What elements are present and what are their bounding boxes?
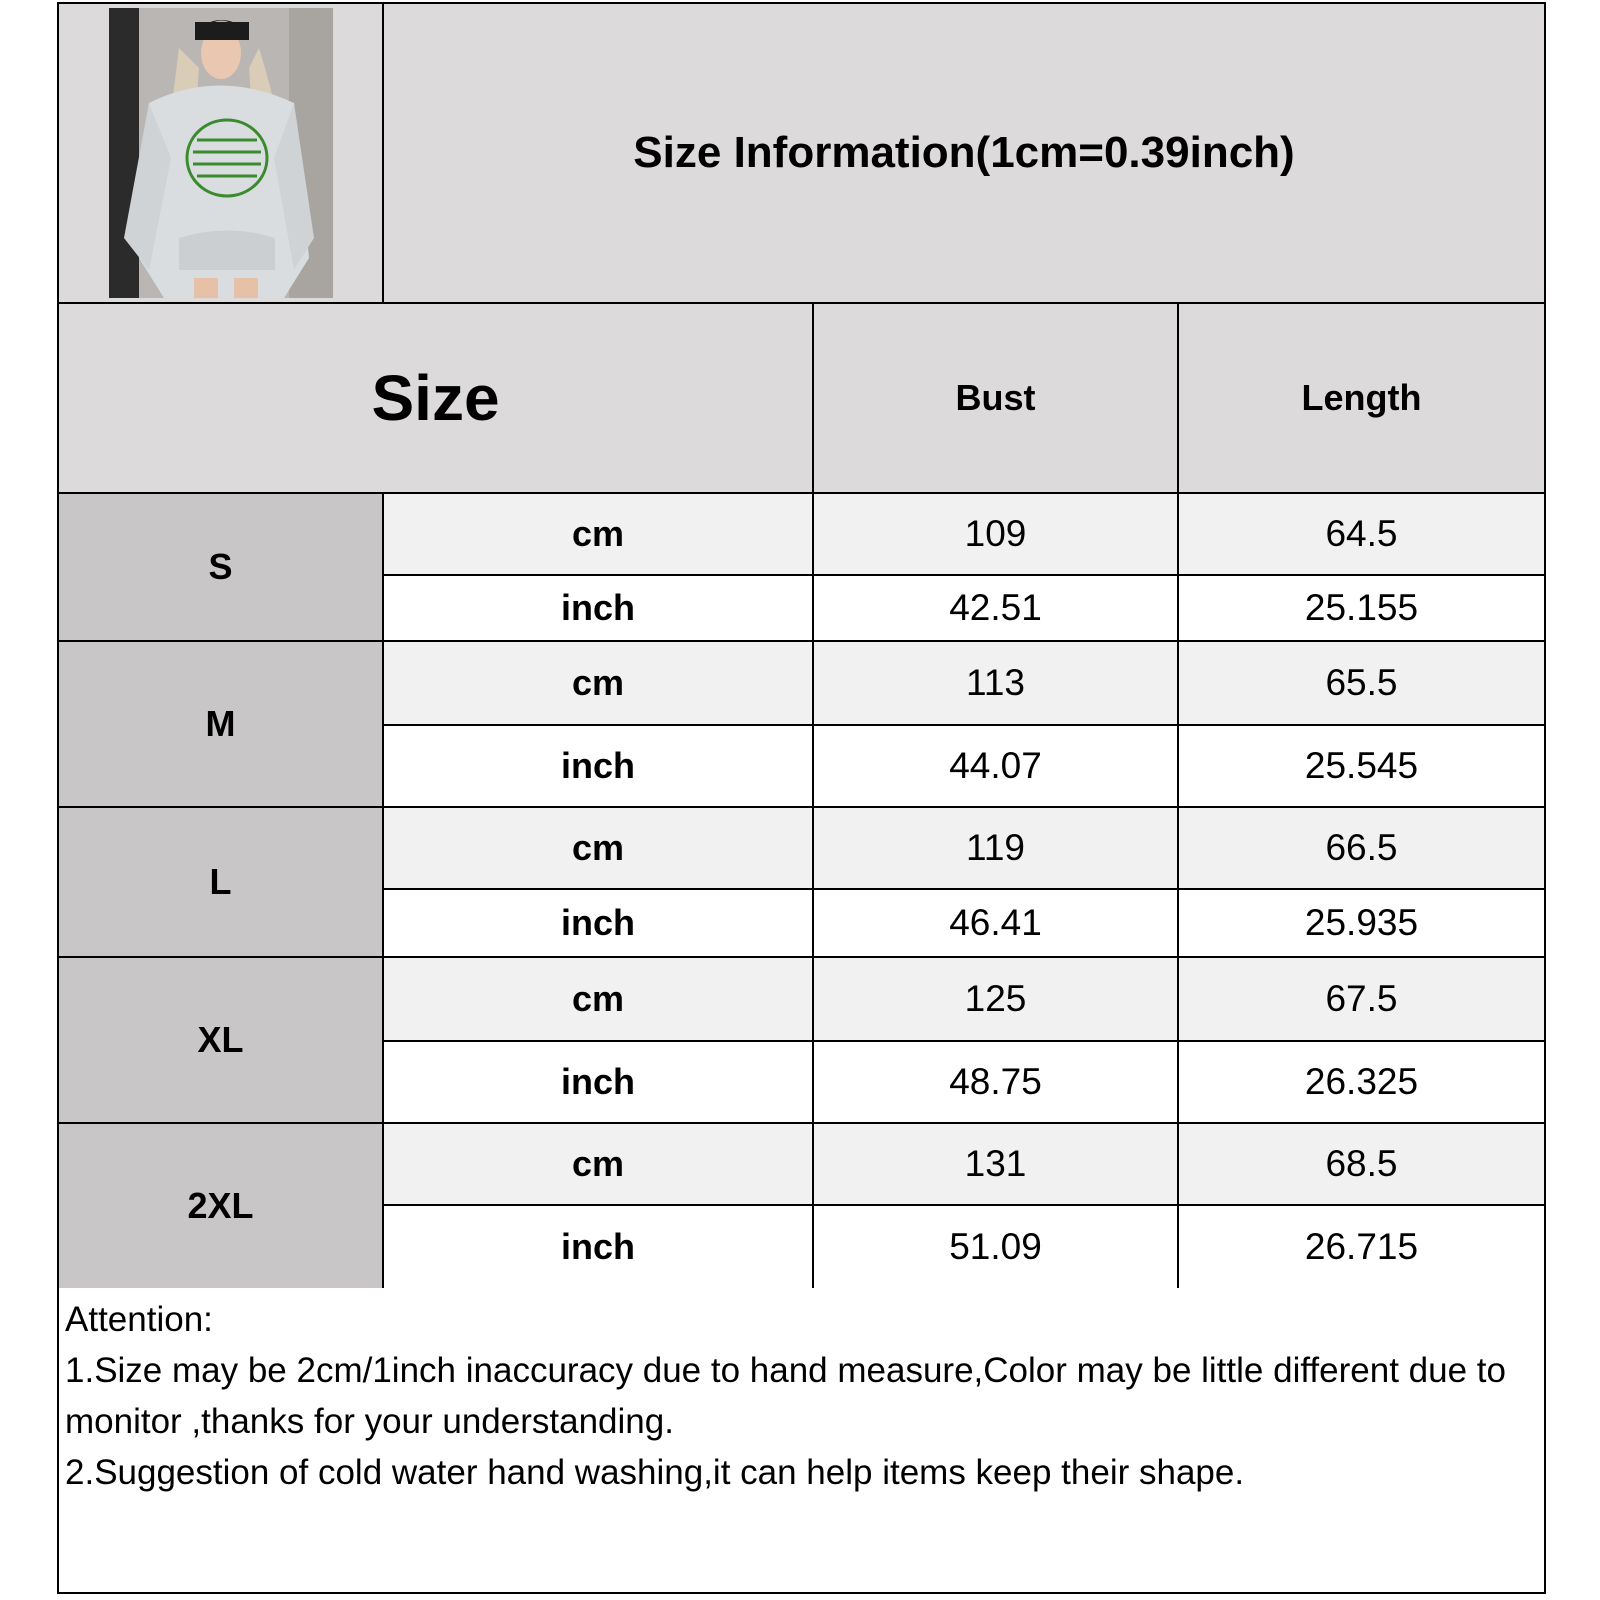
- length-cm-s: 64.5: [1177, 492, 1546, 576]
- bust-cm-xl: 125: [812, 956, 1179, 1042]
- attention-notes: [57, 1288, 1546, 1594]
- length-inch-m: 25.545: [1177, 724, 1546, 808]
- bust-inch-m: 44.07: [812, 724, 1179, 808]
- size-label-2xl: 2XL: [57, 1122, 384, 1290]
- unit-cm: cm: [382, 1122, 814, 1206]
- length-inch-l: 25.935: [1177, 888, 1546, 958]
- product-photo-cell: [57, 2, 384, 304]
- product-photo: [109, 8, 333, 298]
- length-column-header: Length: [1177, 302, 1546, 494]
- unit-inch: inch: [382, 574, 814, 642]
- note-line-1: 1.Size may be 2cm/1inch inaccuracy due to hand measure,Color may be little different due to monitor ,thanks for your understanding.: [65, 1351, 1506, 1441]
- size-label-s: S: [57, 492, 384, 642]
- unit-inch: inch: [382, 1204, 814, 1290]
- bust-cm-s: 109: [812, 492, 1179, 576]
- unit-cm: cm: [382, 956, 814, 1042]
- unit-inch: inch: [382, 888, 814, 958]
- size-column-header: Size: [57, 302, 814, 494]
- size-label-m: M: [57, 640, 384, 808]
- unit-inch: inch: [382, 724, 814, 808]
- unit-cm: cm: [382, 806, 814, 890]
- note-line-2: 2.Suggestion of cold water hand washing,it can help items keep their shape.: [65, 1453, 1245, 1492]
- attention-heading: Attention:: [65, 1300, 213, 1339]
- bust-inch-xl: 48.75: [812, 1040, 1179, 1124]
- length-cm-m: 65.5: [1177, 640, 1546, 726]
- length-cm-l: 66.5: [1177, 806, 1546, 890]
- length-inch-xl: 26.325: [1177, 1040, 1546, 1124]
- bust-inch-2xl: 51.09: [812, 1204, 1179, 1290]
- bust-column-header: Bust: [812, 302, 1179, 494]
- unit-inch: inch: [382, 1040, 814, 1124]
- bust-cm-m: 113: [812, 640, 1179, 726]
- unit-cm: cm: [382, 640, 814, 726]
- bust-cm-l: 119: [812, 806, 1179, 890]
- size-label-xl: XL: [57, 956, 384, 1124]
- bust-cm-2xl: 131: [812, 1122, 1179, 1206]
- bust-inch-l: 46.41: [812, 888, 1179, 958]
- size-label-l: L: [57, 806, 384, 958]
- unit-cm: cm: [382, 492, 814, 576]
- length-cm-2xl: 68.5: [1177, 1122, 1546, 1206]
- length-cm-xl: 67.5: [1177, 956, 1546, 1042]
- size-info-title: Size Information(1cm=0.39inch): [382, 2, 1546, 304]
- length-inch-s: 25.155: [1177, 574, 1546, 642]
- length-inch-2xl: 26.715: [1177, 1204, 1546, 1290]
- bust-inch-s: 42.51: [812, 574, 1179, 642]
